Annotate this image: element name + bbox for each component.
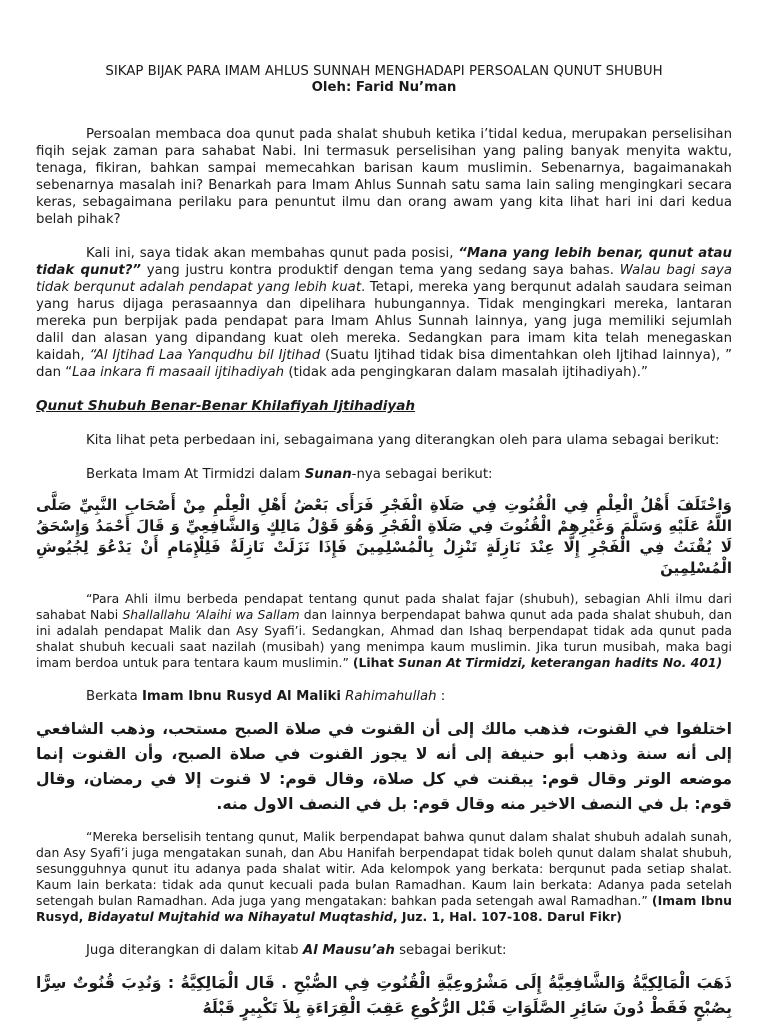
- paragraph-tirmidzi: [36, 466, 732, 483]
- text-run-italic: “Al Ijtihad Laa Yanqudhu bil Ijtihad: [89, 348, 321, 363]
- text-run-italic: Laa inkara fi masaail ijtihadiyah: [72, 365, 285, 380]
- text-run-italic: Shallallahu ‘Alaihi wa Sallam: [122, 607, 300, 622]
- text-run-bold-italic: Sunan: [304, 467, 352, 482]
- text-run-bold-italic: “Mana yang lebih benar, qunut atau tidak qunut?”: [36, 246, 732, 278]
- text-run: . Tetapi, mereka yang berqunut adalah saudara seiman yang harus dijaga perasaannya dan dipelihara hubungannya. Tidak mengingkari mereka, lantaran mereka pun berpijak pada pendapat para Imam Ahlus Sunnah lainnya, yang juga memiliki sejumlah dalil dan alasan yang dipandang kuat oleh mereka. Sedangkan para imam kita telah menegaskan kaidah,: [36, 280, 732, 363]
- title-line-1: SIKAP BIJAK PARA IMAM AHLUS SUNNAH MENGHADAPI PERSOALAN QUNUT SHUBUH: [105, 64, 663, 79]
- text-run: (Suatu Ijtihad tidak bisa dimentahkan oleh Ijtihad lainnya), ” dan “: [36, 348, 732, 380]
- document-title: [36, 64, 732, 96]
- text-run-bold-italic: Bidayatul Mujtahid wa Nihayatul Muqtashid: [87, 909, 393, 924]
- text-run: Juga diterangkan di dalam kitab: [86, 943, 303, 958]
- paragraph-intro: Persoalan membaca doa qunut pada shalat shubuh ketika i’tidal kedua, merupakan perselisihan fiqih sejak zaman para sahabat Nabi. Ini termasuk perselisihan yang paling banyak menyita waktu, tenaga, fikiran, bahkan sampai memecahkan barisan kaum muslimin. Sebenarnya, bagaimanakah sebenarnya masalah ini? Benarkah para Imam Ahlus Sunnah satu sama lain saling mengingkari secara keras, sebagaimana perilaku para penuntut ilmu dan orang awam yang kita lihat hari ini dari kedua belah pihak?: [36, 127, 732, 227]
- paragraph-mausuah: [36, 942, 732, 959]
- arabic-quote-tirmidzi: وَاخْتَلَفَ أَهْلُ الْعِلْمِ فِي الْقُنُوتِ فِي صَلَاةِ الْفَجْرِ فَرَأَى بَعْضُ أَهْلِ الْعِلْمِ مِنْ أَصْحَابِ النَّبِيِّ صَلَّى اللَّهُ عَلَيْهِ وَسَلَّمَ وَغَيْرِهِمْ الْقُنُوتَ فِي صَلَاةِ الْفَجْرِ وَهُوَ قَوْلُ مَالِكٍ وَالشَّافِعِيِّ وَ قَالَ أَحْمَدُ وَإِسْحَقُ لَا يُقْنَتُ فِي الْفَجْرِ إِلَّا عِنْدَ نَازِلَةٍ تَنْزِلُ بِالْمُسْلِمِينَ فَإِذَا نَزَلَتْ نَازِلَةٌ فَلِلْإِمَامِ أَنْ يَدْعُوَ لِجُيُوشِ الْمُسْلِمِينَ: [36, 496, 732, 577]
- text-run: sebagai berikut:: [394, 943, 507, 958]
- paragraph-ibnu-rusyd: [36, 688, 732, 705]
- text-run-bold-italic: Al Mausu’ah: [302, 943, 395, 958]
- text-run: yang justru kontra produktif dengan tema yang sedang saya bahas.: [141, 263, 620, 278]
- section-heading: Qunut Shubuh Benar-Benar Khilafiyah Ijtihadiyah: [36, 398, 416, 414]
- paragraph-position: [36, 245, 732, 381]
- arabic-quote-mausuah: ذَهَبَ الْمَالِكِيَّةُ وَالشَّافِعِيَّةُ إِلَى مَشْرُوعِيَّةِ الْقُنُوتِ فِي الصُّبْحِ . قَال الْمَالِكِيَّةُ : وَنُدِبَ قُنُوتٌ سِرًّا بِصُبْحٍ فَقَطْ دُونَ سَائِرِ الصَّلَوَاتِ قَبْل الرُّكُوعِ عَقِبَ الْقِرَاءَةِ بِلاَ تَكْبِيرٍ قَبْلَهُ: [36, 974, 732, 1017]
- text-run-italic: Walau bagi saya tidak berqunut adalah pendapat yang lebih kuat: [36, 263, 732, 295]
- text-run: Berkata Imam At Tirmidzi dalam: [86, 467, 305, 482]
- text-run: :: [436, 689, 446, 704]
- text-run: dan lainnya berpendapat bahwa qunut ada pada shalat shubuh, dan ini adalah pendapat Malik dan Asy Syafi’i. Sedangkan, Ahmad dan Ishaq berpendapat tidak ada qunut pada shalat shubuh kecuali saat nazilah (musibah) yang menimpa kaum muslimin. Jika turun musibah, maka bagi imam berdoa untuk para tentara kaum muslimin.”: [36, 607, 732, 670]
- author-line: Oleh: Farid Nu’man: [311, 80, 457, 95]
- text-run: Berkata: [86, 689, 142, 704]
- translation-tirmidzi: [36, 591, 732, 671]
- arabic-quote-ibnu-rusyd: اختلفوا في القنوت، فذهب مالك إلى أن القنوت في صلاة الصبح مستحب، وذهب الشافعي إلى أنه سنة وذهب أبو حنيفة إلى أنه لا يجوز القنوت في صلاة الصبح، وأن القنوت إنما موضعه الوتر وقال قوم: يبقنت في كل صلاة، وقال قوم: لا قنوت إلا في رمضان، وقال قوم: بل في النصف الاخير منه وقال قوم: بل في النصف الاول منه.: [36, 720, 732, 813]
- text-run-bold: , Juz. 1, Hal. 107-108. Darul Fikr): [392, 909, 622, 924]
- text-run: (tidak ada pengingkaran dalam masalah ijtihadiyah).”: [284, 365, 648, 380]
- text-run: -nya sebagai berikut:: [351, 467, 493, 482]
- text-run-bold: (Imam Ibnu Rusyd,: [36, 893, 732, 924]
- text-run-bold: (Lihat: [352, 655, 399, 670]
- text-run: “Mereka berselisih tentang qunut, Malik berpendapat bahwa qunut dalam shalat shubuh adalah sunah, dan Asy Syafi’i juga mengatakan sunah, dan Abu Hanifah berpendapat tidak boleh qunut dalam shalat shubuh, sesungguhnya qunut itu adanya pada shalat witir. Ada kelompok yang berkata: berqunut pada setiap shalat. Kaum lain berkata: tidak ada qunut kecuali pada bulan Ramadhan. Kaum lain berkata: Adanya pada setelah setengah bulan Ramadhan. Ada juga yang mengatakan: bahkan pada setengah awal Ramadhan.”: [36, 829, 732, 908]
- text-run: “Para Ahli ilmu berbeda pendapat tentang qunut pada shalat fajar (shubuh), sebagian Ahli ilmu dari sahabat Nabi: [36, 591, 732, 622]
- text-run: Kali ini, saya tidak akan membahas qunut pada posisi,: [86, 246, 459, 261]
- paragraph-map: Kita lihat peta perbedaan ini, sebagaimana yang diterangkan oleh para ulama sebagai berikut:: [86, 433, 720, 448]
- text-run-bold: Imam Ibnu Rusyd Al Maliki: [141, 689, 341, 704]
- translation-ibnu-rusyd: [36, 829, 732, 925]
- text-run-bold-italic: Sunan At Tirmidzi, keterangan hadits No. 401): [398, 655, 723, 670]
- text-run-italic: Rahimahullah: [345, 689, 437, 704]
